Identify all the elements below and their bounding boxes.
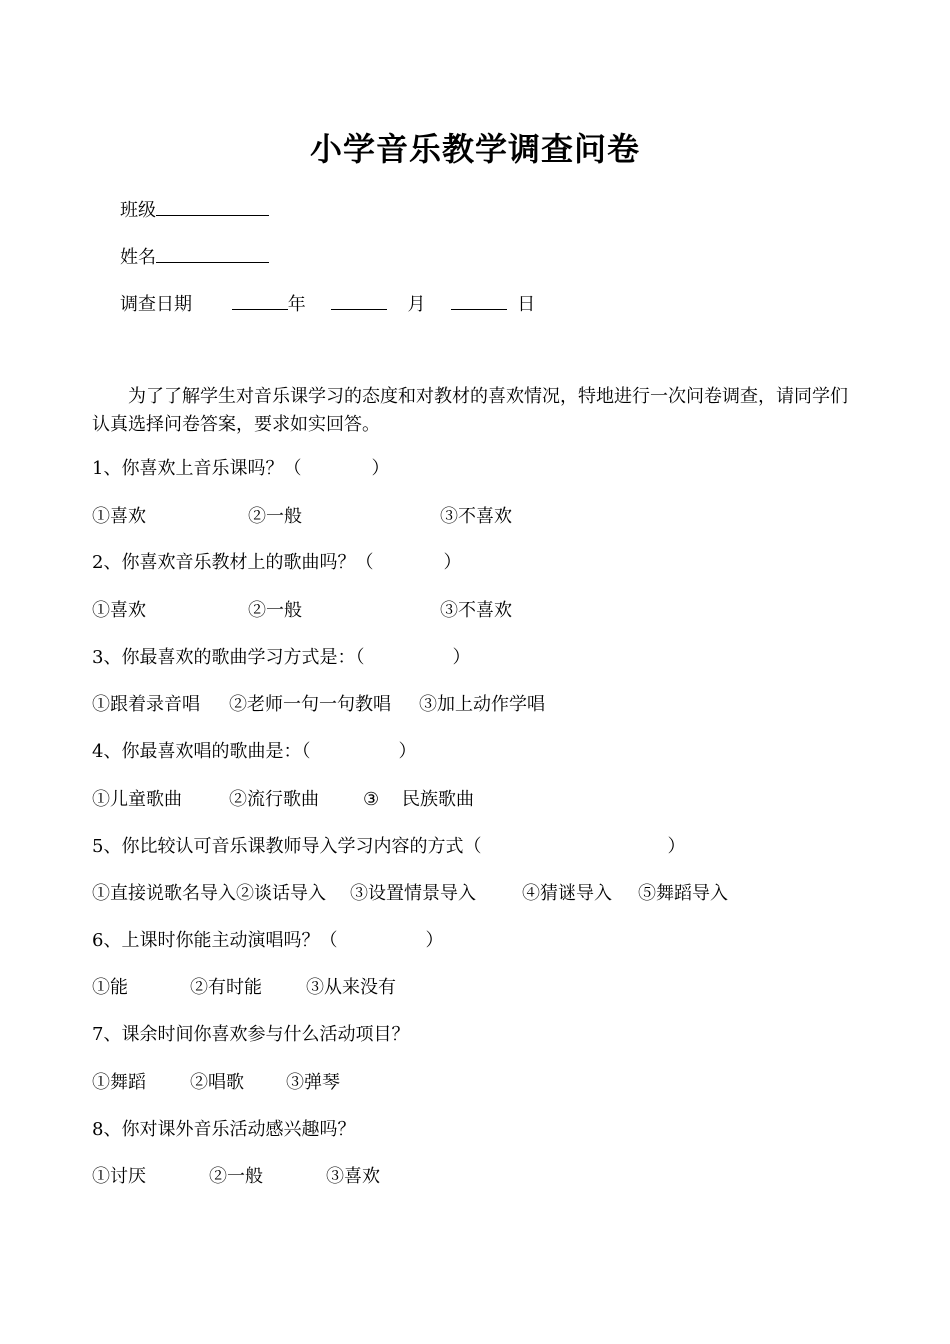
class-field	[120, 197, 269, 223]
month-label: 月	[407, 294, 426, 315]
name-field	[120, 244, 269, 270]
option[interactable]: ②唱歌	[190, 1072, 244, 1093]
page-title: 小学音乐教学调查问卷	[309, 130, 640, 168]
class-blank[interactable]	[156, 197, 269, 216]
options-7	[92, 1071, 340, 1095]
options-1	[92, 505, 512, 529]
question-close: ）	[398, 741, 417, 762]
question-5	[92, 835, 685, 859]
option[interactable]: ①舞蹈	[92, 1072, 146, 1093]
option[interactable]: ②一般	[209, 1166, 263, 1187]
option[interactable]: ⑤舞蹈导入	[638, 883, 728, 904]
day-blank[interactable]	[451, 291, 507, 310]
class-label: 班级	[120, 200, 156, 221]
options-8	[92, 1165, 380, 1189]
question-2	[92, 551, 461, 575]
option[interactable]: ②有时能	[190, 977, 262, 998]
option[interactable]: ②老师一句一句教唱	[229, 694, 391, 715]
options-6	[92, 976, 396, 1000]
options-5	[92, 882, 728, 906]
day-label: 日	[517, 294, 536, 315]
name-blank[interactable]	[156, 244, 269, 263]
option[interactable]: ③弹琴	[286, 1072, 340, 1093]
option[interactable]: ②流行歌曲	[229, 789, 319, 810]
option[interactable]: ②一般	[248, 506, 302, 527]
options-3	[92, 693, 545, 717]
option[interactable]: ③	[363, 789, 380, 810]
option[interactable]: ③加上动作学唱	[419, 694, 545, 715]
year-label: 年	[287, 294, 306, 315]
option[interactable]: ①讨厌	[92, 1166, 146, 1187]
option[interactable]: ①喜欢	[92, 600, 146, 621]
question-text: 5、你比较认可音乐课教师导入学习内容的方式（	[92, 836, 482, 857]
option[interactable]: ②一般	[248, 600, 302, 621]
question-close: ）	[443, 552, 462, 573]
month-blank[interactable]	[331, 291, 387, 310]
question-text: 4、你最喜欢唱的歌曲是：（	[92, 741, 311, 762]
option[interactable]: ①跟着录音唱	[92, 694, 200, 715]
option[interactable]: ③不喜欢	[440, 600, 512, 621]
question-close: ）	[452, 647, 471, 668]
question-text: 6、上课时你能主动演唱吗？（	[92, 930, 338, 951]
intro-paragraph: 为了了解学生对音乐课学习的态度和对教材的喜欢情况，特地进行一次问卷调查，请同学们认真选择问卷答案，要求如实回答。	[92, 386, 848, 435]
year-blank[interactable]	[232, 291, 288, 310]
option[interactable]: ③设置情景导入	[350, 883, 476, 904]
question-3	[92, 646, 470, 670]
question-7	[92, 1023, 409, 1047]
question-close: ）	[425, 930, 444, 951]
option[interactable]: ③从来没有	[306, 977, 396, 998]
options-2	[92, 599, 512, 623]
question-text: 7、课余时间你喜欢参与什么活动项目？	[92, 1024, 410, 1045]
date-label: 调查日期	[120, 294, 192, 315]
option[interactable]: ③不喜欢	[440, 506, 512, 527]
question-text: 3、你最喜欢的歌曲学习方式是：（	[92, 647, 365, 668]
question-text: 2、你喜欢音乐教材上的歌曲吗？（	[92, 552, 374, 573]
option[interactable]: ①直接说歌名导入	[92, 883, 236, 904]
option[interactable]: ①能	[92, 977, 128, 998]
options-4	[92, 788, 474, 812]
question-4	[92, 740, 416, 764]
question-text: 1、你喜欢上音乐课吗？（	[92, 458, 302, 479]
question-close: ）	[667, 836, 686, 857]
question-1	[92, 457, 389, 481]
option[interactable]: ④猜谜导入	[522, 883, 612, 904]
option-text: 民族歌曲	[402, 789, 474, 810]
option[interactable]: ②谈话导入	[236, 883, 326, 904]
question-text: 8、你对课外音乐活动感兴趣吗？	[92, 1119, 356, 1140]
option[interactable]: ①喜欢	[92, 506, 146, 527]
name-label: 姓名	[120, 247, 156, 268]
option[interactable]: ①儿童歌曲	[92, 789, 182, 810]
date-field	[120, 291, 535, 317]
option[interactable]: ③喜欢	[326, 1166, 380, 1187]
question-6	[92, 929, 443, 953]
question-8	[92, 1118, 355, 1142]
question-close: ）	[371, 458, 390, 479]
